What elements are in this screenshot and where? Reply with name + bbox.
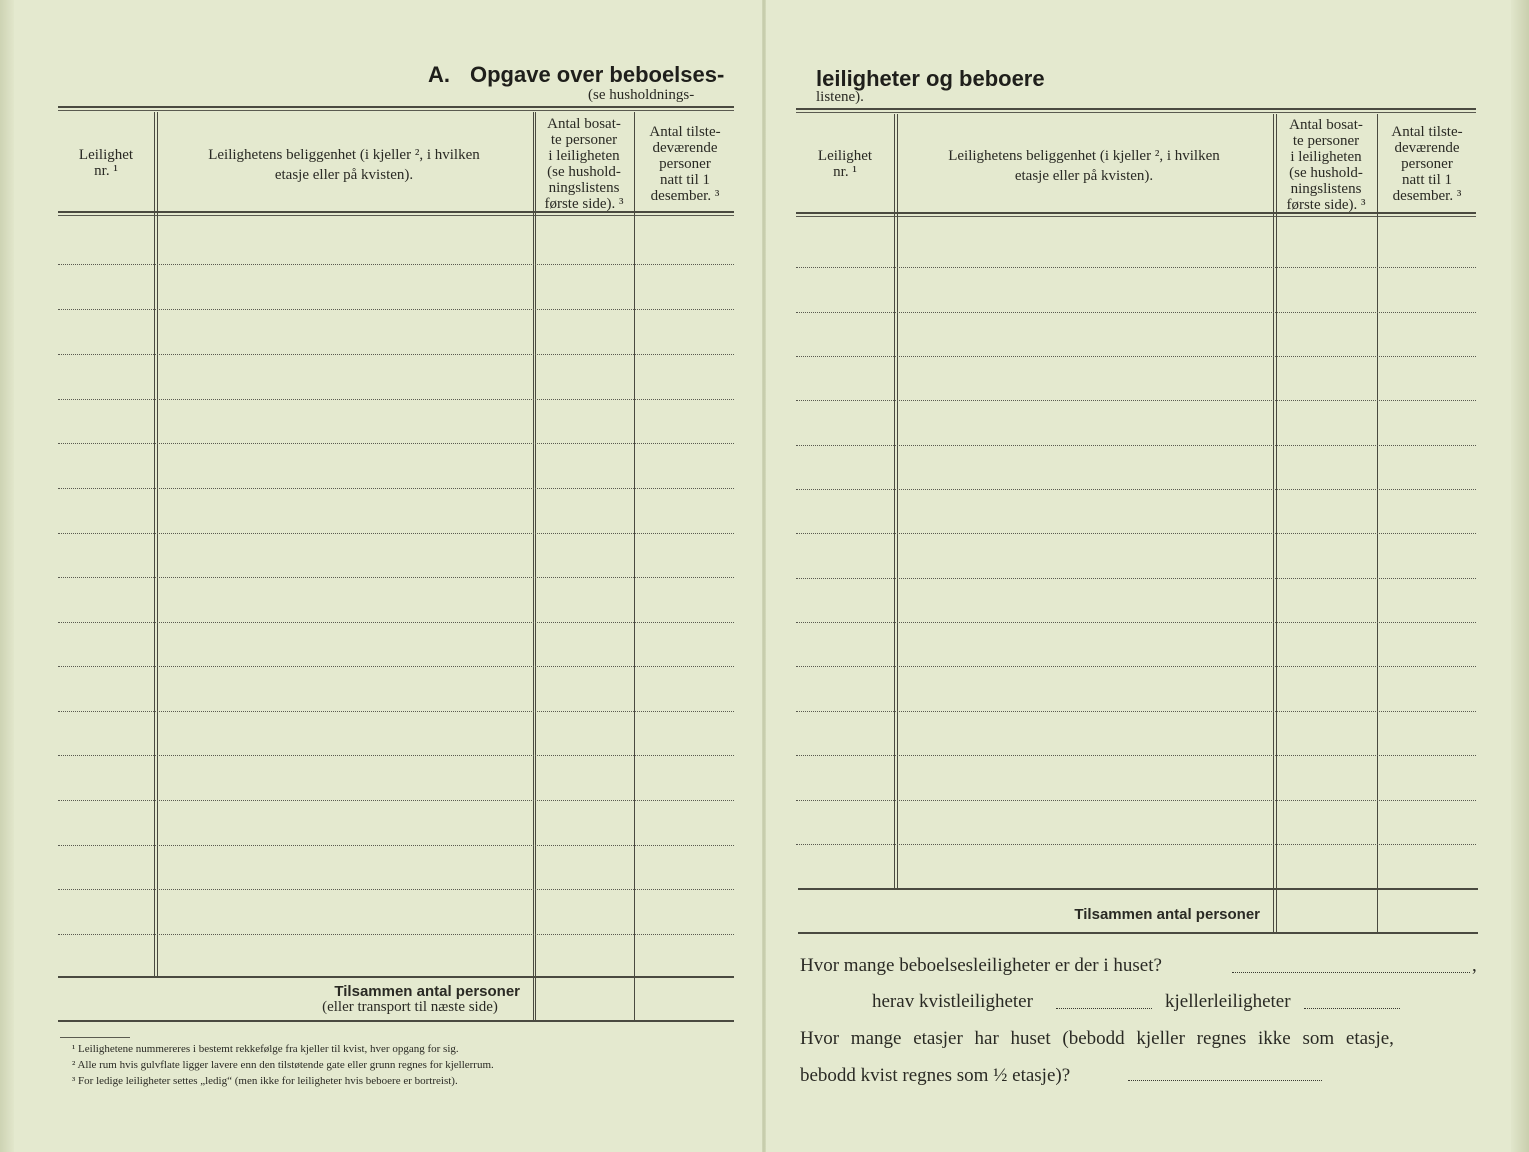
page-edge-left [0,0,14,1152]
footnote-rule [60,1037,130,1038]
right-col-divider-3 [1377,114,1378,934]
left-row-line [58,800,734,801]
left-row-line [58,622,734,623]
right-col-divider-2b [1276,114,1277,934]
answer-line-floors[interactable] [1128,1080,1322,1081]
question-floors: Hvor mange etasjer har huset (bebodd kjeller regnes ikke som etasje, [800,1028,1394,1049]
left-total-bottom-rule [58,1020,734,1022]
right-col-divider-1b [897,114,898,889]
right-row-line [796,400,1476,401]
left-total-top-rule [58,976,734,978]
left-row-line [58,934,734,935]
answer-line-attic-apartments[interactable] [1056,1008,1152,1009]
right-table-top-rule [796,108,1476,110]
footnote-3: ³ For ledige leiligheter settes „ledig“ (men ikke for leiligheter hvis beboere er bortreist). [72,1075,458,1087]
right-row-line [796,533,1476,534]
left-row-line [58,666,734,667]
right-row-line [796,489,1476,490]
left-header-location: Leilighetens beliggenhet (i kjeller ², i hvilken etasje eller på kvisten). [208,147,480,183]
right-header-residents: Antal bosat- te personer i leiligheten (se hushold- ningslistens første side). ³ [1286,117,1366,213]
right-total-bottom-rule [798,932,1478,934]
right-row-line [796,267,1476,268]
right-header-apartment-no: Leilighet nr. ¹ [817,148,873,180]
left-row-line [58,488,734,489]
left-row-line [58,845,734,846]
left-col-divider-1 [154,112,155,977]
right-col-divider-2 [1273,114,1274,934]
left-total-sublabel: (eller transport til næste side) [322,999,498,1015]
left-table-top-rule-2 [58,110,734,111]
right-row-line [796,711,1476,712]
question-floors-cont: bebodd kvist regnes som ½ etasje)? [800,1065,1071,1086]
left-total-label: Tilsammen antal personer [334,983,520,1000]
footnote-2: ² Alle rum hvis gulvflate ligger lavere enn den tilstøtende gate eller grunn regnes for kjellerrum. [72,1059,494,1071]
left-row-line [58,354,734,355]
left-row-line [58,711,734,712]
right-header-present: Antal tilste- deværende personer natt til 1 desember. ³ [1391,124,1463,204]
left-header-apartment-no: Leilighet nr. ¹ [78,147,134,179]
left-header-present: Antal tilste- deværende personer natt til 1 desember. ³ [649,124,721,204]
left-row-line [58,443,734,444]
left-row-line [58,577,734,578]
right-subtitle: listene). [816,89,864,105]
page-edge-right [1511,0,1529,1152]
right-row-line [796,800,1476,801]
center-fold [762,0,766,1152]
right-row-line [796,578,1476,579]
right-title: leiligheter og beboere [816,66,1045,91]
left-col-divider-3 [634,112,635,1020]
left-row-line [58,755,734,756]
section-letter: A. [428,62,450,87]
left-row-line [58,533,734,534]
question-basement-apartments: kjellerleiligheter [1165,991,1291,1012]
right-total-label: Tilsammen antal personer [1074,906,1260,923]
left-header-bottom-rule [58,211,734,213]
right-row-line [796,755,1476,756]
answer-line-apartment-count[interactable] [1232,972,1470,973]
right-total-top-rule [798,888,1478,890]
left-col-divider-1b [157,112,158,977]
left-header-residents: Antal bosat- te personer i leiligheten (se hushold- ningslistens første side). ³ [544,116,624,212]
left-col-divider-2 [533,112,534,1020]
right-row-line [796,666,1476,667]
right-header-bottom-rule-2 [796,216,1476,217]
question-attic-apartments: herav kvistleiligheter [872,991,1033,1012]
right-col-divider-1 [894,114,895,889]
left-row-line [58,889,734,890]
footnote-1: ¹ Leilighetene nummereres i bestemt rekkefølge fra kjeller til kvist, hver opgang for sig. [72,1043,459,1055]
left-row-line [58,309,734,310]
left-col-divider-2b [535,112,536,1020]
right-row-line [796,312,1476,313]
left-header-bottom-rule-2 [58,215,734,216]
right-row-line [796,356,1476,357]
right-table-top-rule-2 [796,112,1476,113]
right-header-location: Leilighetens beliggenhet (i kjeller ², i hvilken etasje eller på kvisten). [948,148,1220,184]
left-subtitle: (se husholdnings- [588,87,695,103]
question-apartment-count: Hvor mange beboelsesleiligheter er der i huset? [800,955,1162,976]
right-row-line [796,844,1476,845]
left-row-line [58,399,734,400]
question-apartment-count-comma: , [1472,955,1477,976]
right-row-line [796,445,1476,446]
answer-line-basement-apartments[interactable] [1304,1008,1400,1009]
left-title: Opgave over beboelses- [470,62,725,87]
left-row-line [58,264,734,265]
left-table-top-rule [58,106,734,108]
right-row-line [796,622,1476,623]
